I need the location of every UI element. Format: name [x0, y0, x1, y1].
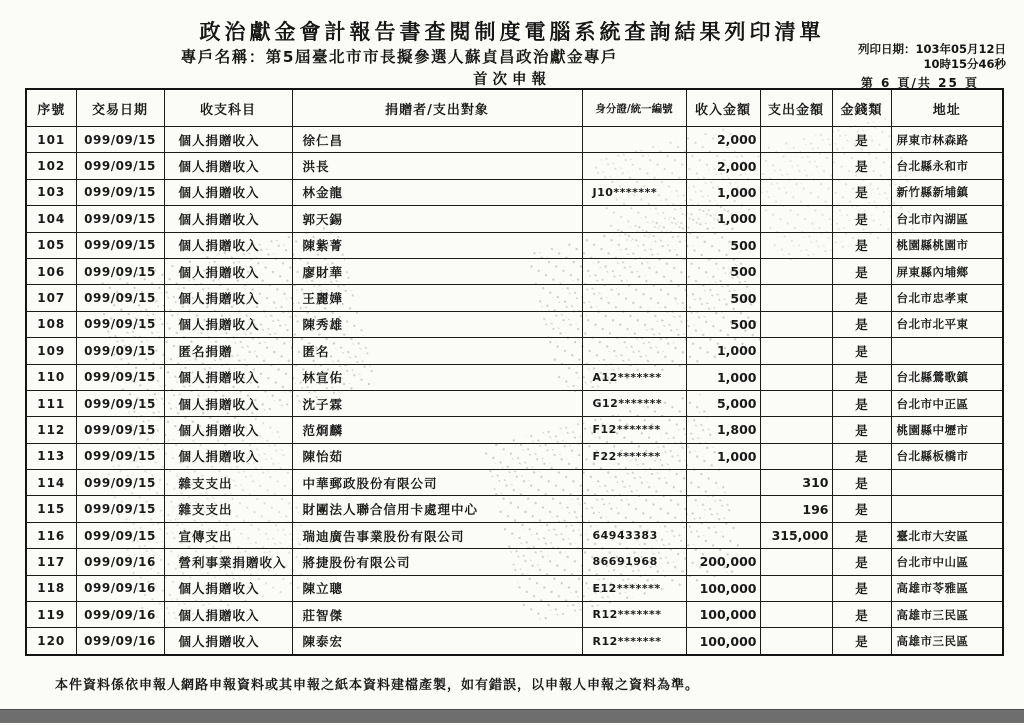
cell-money: 是: [832, 364, 891, 390]
table-row: [26, 285, 1003, 311]
cell-target: 廖財華: [292, 258, 582, 284]
cell-seq: 114: [26, 470, 76, 496]
cell-category: 雜支支出: [164, 496, 292, 522]
cell-category: 營利事業捐贈收入: [164, 549, 292, 575]
cell-seq: 111: [26, 390, 76, 416]
page-title: 政治獻金會計報告書查閱制度電腦系統查詢結果列印清單: [199, 20, 825, 44]
cell-seq: 102: [26, 153, 76, 179]
cell-date: 099/09/15: [76, 470, 164, 496]
cell-seq: 117: [26, 549, 76, 575]
account-name: 專戶名稱：第5屆臺北市市長擬參選人蘇貞昌政治獻金專戶: [180, 48, 618, 66]
cell-date: 099/09/15: [76, 338, 164, 364]
table-row: [26, 206, 1003, 232]
table-row: [26, 179, 1003, 205]
cell-address: [891, 496, 1003, 522]
cell-seq: 110: [26, 364, 76, 390]
print-time: 10時15分46秒: [923, 57, 1006, 71]
cell-category: 個人捐贈收入: [164, 232, 292, 258]
cell-address: 臺北市大安區: [891, 522, 1003, 548]
cell-income: [686, 496, 760, 522]
cell-expense: [760, 206, 832, 232]
cell-date: 099/09/15: [76, 285, 164, 311]
cell-seq: 105: [26, 232, 76, 258]
cell-money: 是: [832, 496, 891, 522]
cell-target: 中華郵政股份有限公司: [292, 470, 582, 496]
cell-id: [582, 470, 686, 496]
cell-seq: 120: [26, 628, 76, 655]
cell-expense: 310: [760, 470, 832, 496]
cell-seq: 107: [26, 285, 76, 311]
cell-address: 台北縣板橋市: [891, 443, 1003, 469]
cell-target: 將捷股份有限公司: [292, 549, 582, 575]
cell-income: 100,000: [686, 602, 760, 628]
cell-expense: [760, 390, 832, 416]
cell-category: 個人捐贈收入: [164, 443, 292, 469]
cell-category: 個人捐贈收入: [164, 311, 292, 337]
cell-money: 是: [832, 179, 891, 205]
table-row: [26, 364, 1003, 390]
table-row: [26, 549, 1003, 575]
cell-target: 范烱麟: [292, 417, 582, 443]
table-row: [26, 470, 1003, 496]
cell-date: 099/09/15: [76, 153, 164, 179]
cell-address: 台北市內湖區: [891, 206, 1003, 232]
header-date: 交易日期: [76, 89, 164, 127]
cell-money: 是: [832, 575, 891, 601]
table-row: [26, 602, 1003, 628]
cell-target: 郭天錫: [292, 206, 582, 232]
cell-target: 陳立聰: [292, 575, 582, 601]
cell-address: 高雄市三民區: [891, 602, 1003, 628]
table-row: [26, 496, 1003, 522]
cell-income: 100,000: [686, 575, 760, 601]
print-meta: [776, 42, 1006, 72]
cell-address: 屏東縣內埔鄉: [891, 258, 1003, 284]
table-row: [26, 153, 1003, 179]
cell-expense: 196: [760, 496, 832, 522]
header-seq: 序號: [26, 89, 76, 127]
cell-date: 099/09/16: [76, 602, 164, 628]
cell-money: 是: [832, 153, 891, 179]
table-row: [26, 258, 1003, 284]
cell-money: 是: [832, 232, 891, 258]
cell-expense: [760, 232, 832, 258]
cell-id: R12*******: [582, 602, 686, 628]
cell-income: 500: [686, 232, 760, 258]
cell-address: 台北市中正區: [891, 390, 1003, 416]
cell-seq: 101: [26, 127, 76, 153]
table-row: [26, 311, 1003, 337]
cell-category: 個人捐贈收入: [164, 417, 292, 443]
cell-id: F22*******: [582, 443, 686, 469]
cell-category: 匿名捐贈: [164, 338, 292, 364]
cell-address: 屏東市林森路: [891, 127, 1003, 153]
cell-id: [582, 258, 686, 284]
results-table: [25, 88, 1004, 656]
cell-expense: [760, 127, 832, 153]
cell-address: 桃園縣中壢市: [891, 417, 1003, 443]
cell-money: 是: [832, 417, 891, 443]
table-row: [26, 417, 1003, 443]
cell-expense: [760, 575, 832, 601]
header-address: 地址: [891, 89, 1003, 127]
results-table-wrapper: [25, 88, 1002, 656]
cell-address: 桃園縣桃園市: [891, 232, 1003, 258]
cell-seq: 113: [26, 443, 76, 469]
cell-money: 是: [832, 443, 891, 469]
cell-date: 099/09/15: [76, 364, 164, 390]
header-income: 收入金額: [686, 89, 760, 127]
cell-seq: 112: [26, 417, 76, 443]
cell-id: [582, 153, 686, 179]
cell-category: 個人捐贈收入: [164, 258, 292, 284]
cell-expense: [760, 311, 832, 337]
table-row: [26, 338, 1003, 364]
cell-target: 莊智傑: [292, 602, 582, 628]
cell-target: 陳怡茹: [292, 443, 582, 469]
cell-income: 1,000: [686, 206, 760, 232]
table-row: [26, 628, 1003, 655]
cell-income: 5,000: [686, 390, 760, 416]
cell-category: 個人捐贈收入: [164, 153, 292, 179]
cell-category: 宣傳支出: [164, 522, 292, 548]
cell-category: 個人捐贈收入: [164, 364, 292, 390]
cell-target: 財團法人聯合信用卡處理中心: [292, 496, 582, 522]
cell-date: 099/09/15: [76, 311, 164, 337]
cell-income: 2,000: [686, 153, 760, 179]
cell-id: J10*******: [582, 179, 686, 205]
page-number: 第 6 頁/共 25 頁: [860, 76, 979, 90]
cell-date: 099/09/15: [76, 390, 164, 416]
cell-id: A12*******: [582, 364, 686, 390]
scan-bottom-edge: [0, 709, 1024, 723]
cell-income: 1,000: [686, 364, 760, 390]
cell-expense: [760, 549, 832, 575]
table-body: [26, 127, 1003, 655]
cell-address: [891, 338, 1003, 364]
cell-address: 台北市中山區: [891, 549, 1003, 575]
cell-id: [582, 285, 686, 311]
cell-money: 是: [832, 206, 891, 232]
cell-category: 個人捐贈收入: [164, 602, 292, 628]
cell-expense: [760, 153, 832, 179]
cell-seq: 116: [26, 522, 76, 548]
cell-id: [582, 311, 686, 337]
cell-expense: [760, 628, 832, 655]
cell-seq: 115: [26, 496, 76, 522]
cell-target: 徐仁昌: [292, 127, 582, 153]
cell-date: 099/09/15: [76, 522, 164, 548]
cell-id: E12*******: [582, 575, 686, 601]
cell-id: 64943383: [582, 522, 686, 548]
cell-income: 2,000: [686, 127, 760, 153]
cell-money: 是: [832, 311, 891, 337]
cell-seq: 104: [26, 206, 76, 232]
cell-money: 是: [832, 602, 891, 628]
table-row: [26, 127, 1003, 153]
cell-id: [582, 496, 686, 522]
cell-target: 匿名: [292, 338, 582, 364]
cell-seq: 108: [26, 311, 76, 337]
cell-income: 1,000: [686, 179, 760, 205]
cell-target: 瑞迪廣告事業股份有限公司: [292, 522, 582, 548]
cell-money: 是: [832, 628, 891, 655]
cell-address: [891, 470, 1003, 496]
cell-date: 099/09/15: [76, 496, 164, 522]
cell-expense: [760, 417, 832, 443]
print-date: 列印日期：103年05月12日: [857, 42, 1006, 56]
cell-target: 林金龍: [292, 179, 582, 205]
cell-date: 099/09/15: [76, 179, 164, 205]
cell-date: 099/09/16: [76, 628, 164, 655]
cell-income: 500: [686, 258, 760, 284]
cell-expense: [760, 258, 832, 284]
header-money-type: 金錢類: [832, 89, 891, 127]
cell-target: 洪長: [292, 153, 582, 179]
cell-id: [582, 206, 686, 232]
cell-date: 099/09/15: [76, 443, 164, 469]
cell-income: 1,800: [686, 417, 760, 443]
report-type-label: 首次申報: [473, 72, 551, 88]
cell-income: 100,000: [686, 628, 760, 655]
cell-category: 個人捐贈收入: [164, 628, 292, 655]
cell-date: 099/09/15: [76, 258, 164, 284]
cell-expense: [760, 443, 832, 469]
cell-seq: 106: [26, 258, 76, 284]
cell-income: [686, 470, 760, 496]
cell-expense: [760, 602, 832, 628]
cell-income: 200,000: [686, 549, 760, 575]
cell-date: 099/09/15: [76, 127, 164, 153]
cell-money: 是: [832, 470, 891, 496]
cell-money: 是: [832, 549, 891, 575]
cell-id: G12*******: [582, 390, 686, 416]
cell-date: 099/09/15: [76, 417, 164, 443]
footer-note: 本件資料係依申報人網路申報資料或其申報之紙本資料建檔產製，如有錯誤，以申報人申報之資料為準。: [55, 678, 700, 693]
cell-date: 099/09/15: [76, 206, 164, 232]
cell-category: 雜支支出: [164, 470, 292, 496]
cell-id: R12*******: [582, 628, 686, 655]
cell-income: [686, 522, 760, 548]
cell-money: 是: [832, 338, 891, 364]
cell-address: 高雄市苓雅區: [891, 575, 1003, 601]
cell-money: 是: [832, 258, 891, 284]
cell-id: [582, 127, 686, 153]
cell-target: 陳秀雄: [292, 311, 582, 337]
header-target: 捐贈者/支出對象: [292, 89, 582, 127]
cell-category: 個人捐贈收入: [164, 285, 292, 311]
table-header-row: [26, 89, 1003, 127]
cell-target: 沈子霖: [292, 390, 582, 416]
cell-money: 是: [832, 127, 891, 153]
cell-money: 是: [832, 285, 891, 311]
header-category: 收支科目: [164, 89, 292, 127]
cell-address: 高雄市三民區: [891, 628, 1003, 655]
cell-target: 陳泰宏: [292, 628, 582, 655]
table-row: [26, 522, 1003, 548]
cell-category: 個人捐贈收入: [164, 575, 292, 601]
cell-target: 王麗嬅: [292, 285, 582, 311]
cell-income: 1,000: [686, 338, 760, 364]
cell-seq: 118: [26, 575, 76, 601]
cell-id: [582, 232, 686, 258]
cell-target: 陳紫菁: [292, 232, 582, 258]
cell-money: 是: [832, 522, 891, 548]
cell-address: 台北縣永和市: [891, 153, 1003, 179]
cell-id: F12*******: [582, 417, 686, 443]
cell-money: 是: [832, 390, 891, 416]
table-row: [26, 443, 1003, 469]
cell-expense: [760, 179, 832, 205]
cell-category: 個人捐贈收入: [164, 179, 292, 205]
cell-income: 1,000: [686, 443, 760, 469]
table-row: [26, 390, 1003, 416]
cell-category: 個人捐贈收入: [164, 127, 292, 153]
cell-seq: 109: [26, 338, 76, 364]
cell-income: 500: [686, 311, 760, 337]
cell-date: 099/09/16: [76, 575, 164, 601]
cell-seq: 103: [26, 179, 76, 205]
cell-id: 86691968: [582, 549, 686, 575]
cell-id: [582, 338, 686, 364]
cell-category: 個人捐贈收入: [164, 390, 292, 416]
table-row: [26, 232, 1003, 258]
cell-address: 台北市北平東: [891, 311, 1003, 337]
cell-address: 台北市忠孝東: [891, 285, 1003, 311]
cell-expense: [760, 364, 832, 390]
cell-date: 099/09/16: [76, 549, 164, 575]
cell-expense: [760, 285, 832, 311]
header-expense: 支出金額: [760, 89, 832, 127]
cell-address: 台北縣鶯歌鎮: [891, 364, 1003, 390]
cell-seq: 119: [26, 602, 76, 628]
cell-category: 個人捐贈收入: [164, 206, 292, 232]
cell-date: 099/09/15: [76, 232, 164, 258]
table-row: [26, 575, 1003, 601]
cell-expense: 315,000: [760, 522, 832, 548]
cell-income: 500: [686, 285, 760, 311]
cell-target: 林宣佑: [292, 364, 582, 390]
cell-expense: [760, 338, 832, 364]
cell-address: 新竹縣新埔鎮: [891, 179, 1003, 205]
header-id: 身分證/統一編號: [582, 89, 686, 127]
